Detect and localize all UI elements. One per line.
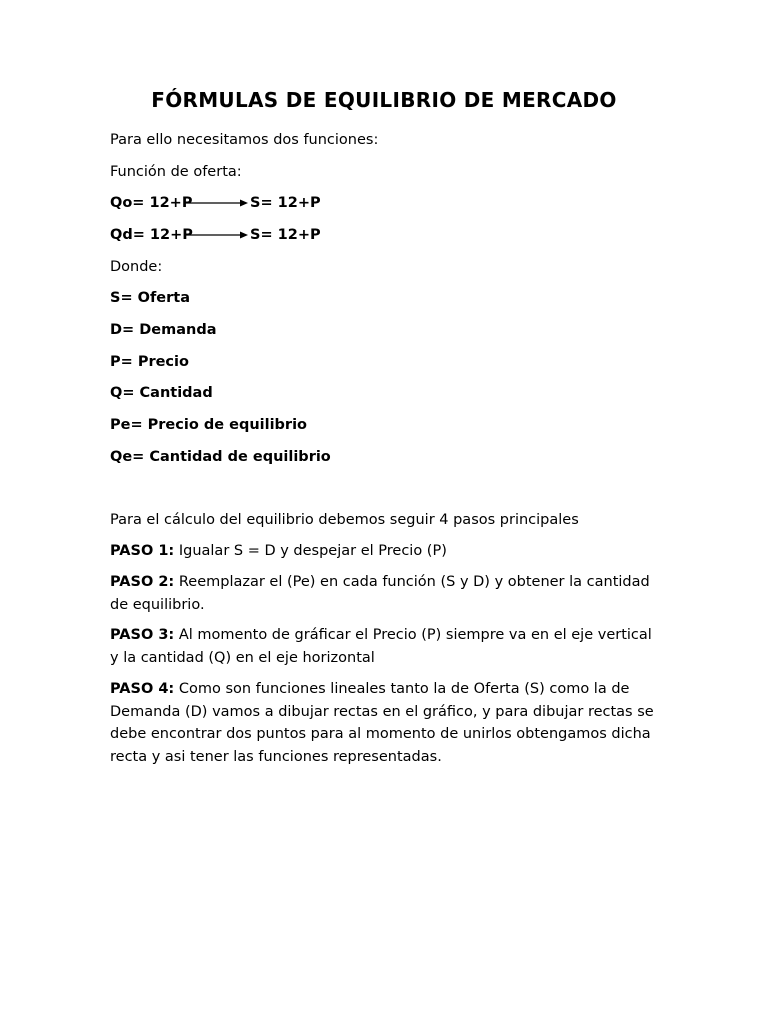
steps-intro: Para el cálculo del equilibrio debemos seguir 4 pasos principales (110, 512, 579, 528)
step-3 (110, 624, 658, 669)
step-1 (110, 540, 658, 563)
right-arrow-icon (186, 196, 248, 210)
definition-price: P= Precio (110, 354, 189, 370)
step-text: Igualar S = D y despejar el Precio (P) (174, 543, 447, 559)
right-arrow-icon (186, 228, 248, 242)
definition-demand: D= Demanda (110, 322, 217, 338)
step-label: PASO 1: (110, 543, 175, 559)
supply-function-label: Función de oferta: (110, 164, 242, 180)
step-text: Al momento de gráficar el Precio (P) siempre va en el eje vertical y la cantidad (Q) en el eje horizontal (110, 627, 652, 666)
formula-lhs: Qd= 12+P (110, 227, 193, 243)
document-title: FÓRMULAS DE EQUILIBRIO DE MERCADO (151, 88, 617, 112)
formula-lhs: Qo= 12+P (110, 195, 193, 211)
definition-equilibrium-quantity: Qe= Cantidad de equilibrio (110, 449, 331, 465)
step-text: Reemplazar el (Pe) en cada función (S y D) y obtener la cantidad de equilibrio. (110, 574, 650, 613)
step-2 (110, 571, 658, 616)
step-4 (110, 678, 658, 768)
intro-text: Para ello necesitamos dos funciones: (110, 132, 379, 148)
formula-rhs: S= 12+P (250, 195, 321, 211)
step-label: PASO 2: (110, 574, 175, 590)
definition-quantity: Q= Cantidad (110, 385, 213, 401)
definition-equilibrium-price: Pe= Precio de equilibrio (110, 417, 308, 433)
step-text: Como son funciones lineales tanto la de Oferta (S) como la de Demanda (D) vamos a dibujar rectas en el gráfico, y para dibujar rectas se debe encontrar dos puntos para al momento de unirlos obtengamos dicha recta y asi tener las funciones representadas. (110, 681, 654, 765)
where-label: Donde: (110, 259, 163, 275)
step-label: PASO 4: (110, 681, 175, 697)
step-label: PASO 3: (110, 627, 175, 643)
definition-supply: S= Oferta (110, 290, 190, 306)
formula-rhs: S= 12+P (250, 227, 321, 243)
